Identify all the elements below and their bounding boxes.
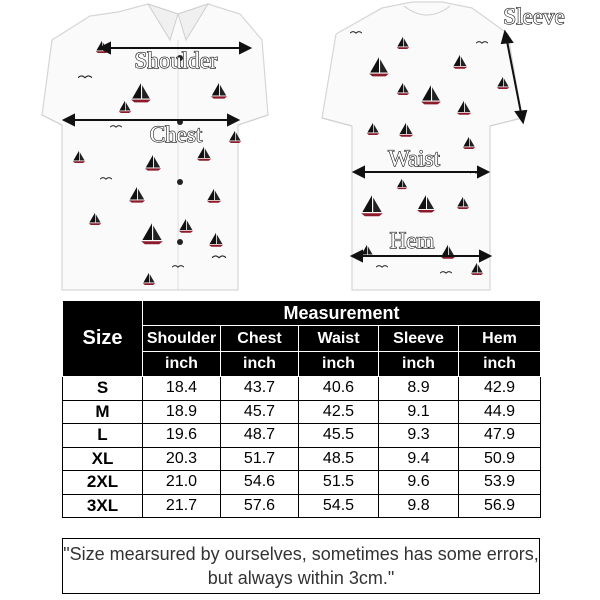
value-cell: 8.9 (379, 377, 459, 401)
value-cell: 43.7 (221, 377, 299, 401)
table-row (63, 424, 541, 448)
front-shirt (42, 4, 268, 290)
value-cell: 50.9 (459, 447, 541, 471)
value-cell: 9.3 (379, 424, 459, 448)
table-row (63, 494, 541, 518)
value-cell: 45.7 (221, 400, 299, 424)
value-cell: 18.9 (143, 400, 221, 424)
size-disclaimer-note: "Size mearsured by ourselves, sometimes has some errors, but always within 3cm." (62, 538, 540, 594)
value-cell: 56.9 (459, 494, 541, 518)
column-header-shoulder: Shoulder (143, 326, 221, 352)
value-cell: 54.5 (299, 494, 379, 518)
value-cell: 53.9 (459, 471, 541, 495)
value-cell: 9.8 (379, 494, 459, 518)
value-cell: 9.1 (379, 400, 459, 424)
value-cell: 20.3 (143, 447, 221, 471)
value-cell: 9.6 (379, 471, 459, 495)
size-cell: S (63, 377, 143, 401)
column-header-sleeve: Sleeve (379, 326, 459, 352)
value-cell: 45.5 (299, 424, 379, 448)
size-cell: 2XL (63, 471, 143, 495)
unit-label: inch (143, 352, 221, 377)
size-chart-table (62, 300, 541, 518)
value-cell: 42.5 (299, 400, 379, 424)
sleeve-label: Sleeve (503, 4, 565, 29)
value-cell: 57.6 (221, 494, 299, 518)
table-row (63, 400, 541, 424)
size-header: Size (63, 301, 143, 377)
value-cell: 42.9 (459, 377, 541, 401)
column-header-waist: Waist (299, 326, 379, 352)
table-row (63, 447, 541, 471)
value-cell: 44.9 (459, 400, 541, 424)
value-cell: 21.7 (143, 494, 221, 518)
value-cell: 48.5 (299, 447, 379, 471)
table-row (63, 377, 541, 401)
value-cell: 9.4 (379, 447, 459, 471)
waist-label: Waist (388, 146, 440, 171)
size-cell: L (63, 424, 143, 448)
value-cell: 40.6 (299, 377, 379, 401)
shirt-illustration (0, 0, 600, 292)
measurement-header: Measurement (143, 301, 541, 326)
value-cell: 51.5 (299, 471, 379, 495)
value-cell: 54.6 (221, 471, 299, 495)
value-cell: 18.4 (143, 377, 221, 401)
value-cell: 21.0 (143, 471, 221, 495)
table-row (63, 471, 541, 495)
column-header-chest: Chest (221, 326, 299, 352)
unit-label: inch (379, 352, 459, 377)
unit-label: inch (459, 352, 541, 377)
value-cell: 47.9 (459, 424, 541, 448)
value-cell: 48.7 (221, 424, 299, 448)
unit-label: inch (299, 352, 379, 377)
shoulder-label: Shoulder (134, 48, 218, 73)
unit-label: inch (221, 352, 299, 377)
chest-label: Chest (149, 122, 203, 147)
size-cell: XL (63, 447, 143, 471)
value-cell: 19.6 (143, 424, 221, 448)
size-cell: M (63, 400, 143, 424)
column-header-hem: Hem (459, 326, 541, 352)
size-cell: 3XL (63, 494, 143, 518)
value-cell: 51.7 (221, 447, 299, 471)
hem-label: Hem (389, 228, 435, 253)
